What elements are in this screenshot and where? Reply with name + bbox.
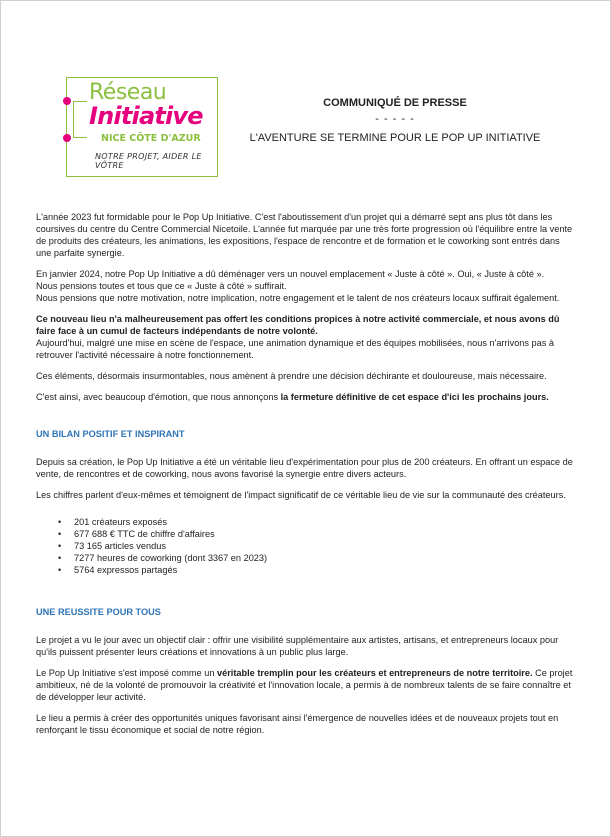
intro-paragraph-4: Ces éléments, désormais insurmontables, nous amènent à prendre une décision déchirante et douloureuse, mais nécessaire. xyxy=(36,371,547,381)
bullet-icon: • xyxy=(58,553,62,563)
intro-p2-line1: En janvier 2024, notre Pop Up Initiative a dû déménager vers un nouvel emplacement « Juste à côté ». Oui, « Juste à côté ». xyxy=(36,269,545,279)
intro-paragraph-2 xyxy=(36,268,577,304)
press-release-title: COMMUNIQUÉ DE PRESSE xyxy=(323,97,467,109)
intro-p2-line3: Nous pensions que notre motivation, notre implication, notre engagement et le talent de nos créateurs locaux suffirait également. xyxy=(36,293,560,303)
intro-p5-bold: la fermeture définitive de cet espace d'ici les prochains jours. xyxy=(280,392,549,402)
bullet-icon: • xyxy=(58,529,62,539)
list-item: • 677 688 € TTC de chiffre d'affaires xyxy=(58,529,215,539)
stats-list xyxy=(36,516,577,576)
reussite-paragraph-1: Le projet a vu le jour avec un objectif clair : offrir une visibilité supplémentaire aux artistes, artisans, et entrepreneurs locaux pour qu'ils puissent présenter leurs créations et innovations à un public plus large. xyxy=(36,635,559,657)
reseau-initiative-logo xyxy=(66,77,218,177)
bullet-icon: • xyxy=(58,565,62,575)
bilan-paragraph-2: Les chiffres parlent d'eux-mêmes et témoignent de l'impact significatif de ce véritable lieu de vie sur la communauté des créateurs. xyxy=(36,490,566,500)
logo-dot-bottom xyxy=(63,134,71,142)
bullet-icon: • xyxy=(58,517,62,527)
bilan-paragraph-1: Depuis sa création, le Pop Up Initiative a été un véritable lieu d'expérimentation pour plus de 200 créateurs. En offrant un espace de vente, de rencontres et de coworking, nous avons favorisé la synergie entre divers acteurs. xyxy=(36,457,573,479)
intro-p2-line2: Nous pensions toutes et tous que ce « Juste à côté » suffirait. xyxy=(36,281,287,291)
list-item: • 201 créateurs exposés xyxy=(58,517,167,527)
logo-tagline: NOTRE PROJET, AIDER LE VÔTRE xyxy=(95,152,202,170)
list-item: • 7277 heures de coworking (dont 3367 en 2023) xyxy=(58,553,268,563)
logo-dot-top xyxy=(63,97,71,105)
section-title-bilan: UN BILAN POSITIF ET INSPIRANT xyxy=(36,429,185,439)
reussite-p2-start: Le Pop Up Initiative s'est imposé comme un xyxy=(36,668,217,678)
logo-region-text: NICE CÔTE D'AZUR xyxy=(101,133,201,144)
logo-initiative-text: Initiative xyxy=(89,102,203,130)
list-item: • 73 165 articles vendus xyxy=(58,541,166,551)
intro-paragraph-5 xyxy=(36,391,577,403)
intro-p3-rest: Aujourd'hui, malgré une mise en scène de l'espace, une animation dynamique et des équipes mobilisées, nous n'arrivons pas à retrouver l'activité nécessaire à notre fonctionnement. xyxy=(36,338,555,360)
logo-reseau-text: Réseau xyxy=(89,80,167,105)
bullet-icon: • xyxy=(58,541,62,551)
document-body xyxy=(36,211,577,745)
section-title-reussite: UNE REUSSITE POUR TOUS xyxy=(36,607,161,617)
reussite-p2-end: Ce projet ambitieux, né de la volonté de promouvoir la créativité et l'innovation locale, a permis à de nombreux talents de se faire connaître et de développer leur activité. xyxy=(36,668,573,702)
intro-paragraph-3 xyxy=(36,313,577,361)
press-release-subtitle: L'AVENTURE SE TERMINE POUR LE POP UP INITIATIVE xyxy=(249,132,541,144)
reussite-p2-bold: véritable tremplin pour les créateurs et entrepreneurs de notre territoire. xyxy=(217,668,533,678)
logo-connector-line xyxy=(73,101,87,138)
title-separator: - - - - - xyxy=(375,113,415,125)
list-item: • 5764 expressos partagés xyxy=(58,565,178,575)
intro-paragraph-1: L'année 2023 fut formidable pour le Pop Up Initiative. C'est l'aboutissement d'un projet qui a démarré sept ans plus tôt dans les coursives du centre du Centre Commercial Nicetoile. L'année fut marquée par une très forte progression où l'équilibre entre la vente de produits des créateurs, les animations, les expositions, l'espace de rencontre et de formation et le coworking sont entrés dans une parfaite synergie. xyxy=(36,212,573,258)
reussite-paragraph-2 xyxy=(36,667,577,703)
intro-p3-bold: Ce nouveau lieu n'a malheureusement pas offert les conditions propices à notre activité commerciale, et nous avons dû faire face à un cumul de facteurs indépendants de notre volonté. xyxy=(36,314,560,336)
reussite-paragraph-3: Le lieu a permis à créer des opportunités uniques favorisant ainsi l'émergence de nouvelles idées et de nouveaux projets tout en renforçant le tissu économique et social de notre région. xyxy=(36,713,559,735)
intro-p5-start: C'est ainsi, avec beaucoup d'émotion, que nous annonçons xyxy=(36,392,281,402)
